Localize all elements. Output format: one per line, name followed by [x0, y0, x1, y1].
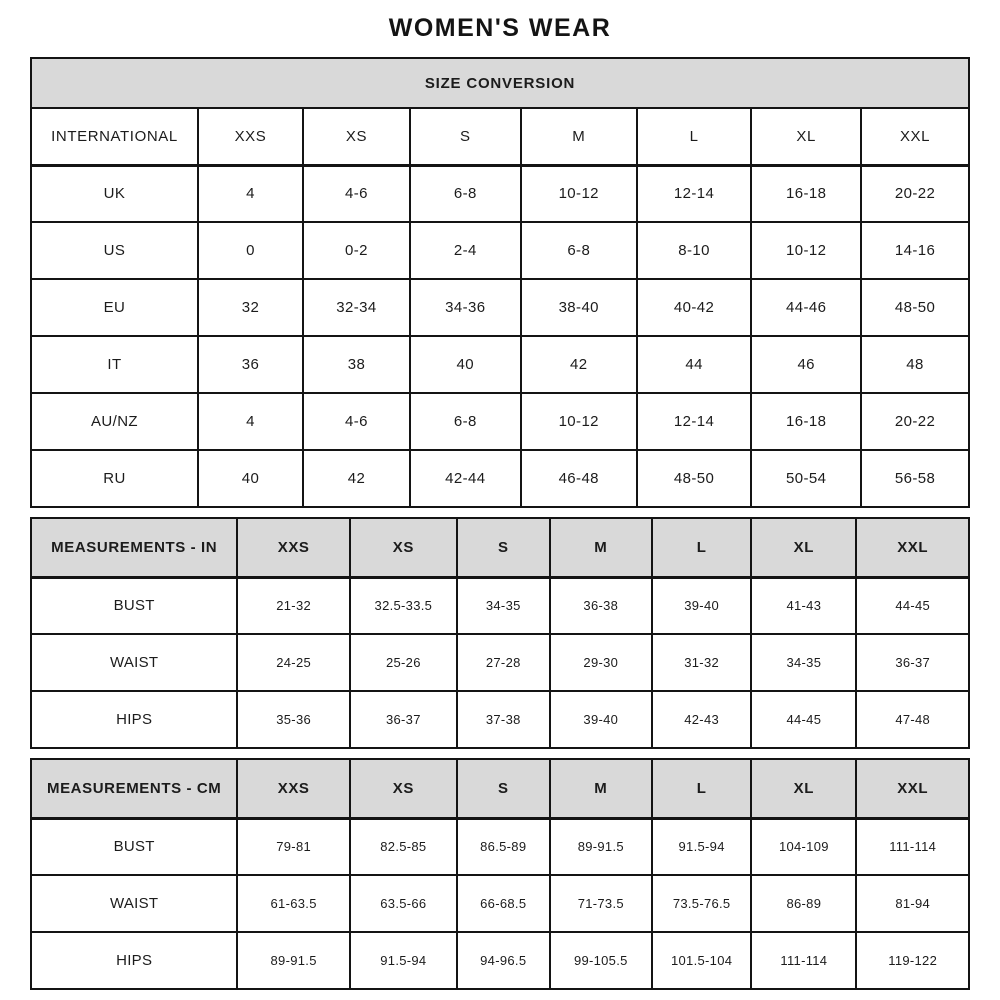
table-cell: 34-35: [751, 634, 856, 691]
table-cell: 89-91.5: [237, 932, 350, 989]
column-header-label: MEASUREMENTS - CM: [31, 759, 237, 818]
column-header-size: M: [550, 518, 652, 577]
table-cell: 34-36: [410, 279, 521, 336]
column-header-size: XS: [350, 518, 457, 577]
table-cell: 40-42: [637, 279, 751, 336]
table-cell: 81-94: [856, 875, 969, 932]
column-header-size: XXL: [861, 108, 969, 165]
measurements-in-column-header-row: [31, 518, 969, 577]
table-cell: 86.5-89: [457, 818, 550, 875]
table-cell: 79-81: [237, 818, 350, 875]
table-cell: 36-38: [550, 577, 652, 634]
table-cell: 44-45: [856, 577, 969, 634]
table-cell: 37-38: [457, 691, 550, 748]
column-header-size: XS: [303, 108, 410, 165]
measurements-in-row-bust: [31, 577, 969, 634]
table-cell: 42-43: [652, 691, 751, 748]
table-cell: 36-37: [856, 634, 969, 691]
table-cell: 21-32: [237, 577, 350, 634]
size-conversion-row-uk: [31, 165, 969, 222]
column-header-size: M: [550, 759, 652, 818]
table-cell: 42: [521, 336, 637, 393]
row-label: US: [31, 222, 198, 279]
table-cell: 63.5-66: [350, 875, 457, 932]
table-cell: 91.5-94: [652, 818, 751, 875]
measurements-cm-table: [30, 758, 970, 990]
table-cell: 31-32: [652, 634, 751, 691]
table-cell: 44-46: [751, 279, 861, 336]
table-cell: 39-40: [652, 577, 751, 634]
table-cell: 36-37: [350, 691, 457, 748]
row-label: WAIST: [31, 875, 237, 932]
column-header-size: XXS: [198, 108, 303, 165]
table-cell: 6-8: [410, 165, 521, 222]
column-header-size: L: [637, 108, 751, 165]
table-cell: 20-22: [861, 393, 969, 450]
table-cell: 46: [751, 336, 861, 393]
table-cell: 46-48: [521, 450, 637, 507]
table-cell: 44: [637, 336, 751, 393]
column-header-size: M: [521, 108, 637, 165]
table-cell: 32-34: [303, 279, 410, 336]
table-cell: 32: [198, 279, 303, 336]
column-header-size: XXS: [237, 518, 350, 577]
column-header-size: XXL: [856, 759, 969, 818]
table-cell: 101.5-104: [652, 932, 751, 989]
column-header-label: INTERNATIONAL: [31, 108, 198, 165]
table-cell: 6-8: [521, 222, 637, 279]
column-header-size: S: [410, 108, 521, 165]
table-cell: 14-16: [861, 222, 969, 279]
table-cell: 2-4: [410, 222, 521, 279]
measurements-in-row-waist: [31, 634, 969, 691]
table-title-row: [31, 58, 969, 108]
table-cell: 44-45: [751, 691, 856, 748]
size-conversion-row-us: [31, 222, 969, 279]
table-cell: 119-122: [856, 932, 969, 989]
table-cell: 48: [861, 336, 969, 393]
table-cell: 16-18: [751, 165, 861, 222]
row-label: RU: [31, 450, 198, 507]
size-conversion-table: [30, 57, 970, 508]
measurements-in-row-hips: [31, 691, 969, 748]
row-label: IT: [31, 336, 198, 393]
table-cell: 94-96.5: [457, 932, 550, 989]
table-cell: 10-12: [521, 165, 637, 222]
row-label: HIPS: [31, 932, 237, 989]
table-cell: 39-40: [550, 691, 652, 748]
table-cell: 16-18: [751, 393, 861, 450]
table-cell: 61-63.5: [237, 875, 350, 932]
table-cell: 12-14: [637, 165, 751, 222]
table-cell: 50-54: [751, 450, 861, 507]
column-header-size: L: [652, 759, 751, 818]
measurements-in-table: [30, 517, 970, 749]
table-cell: 71-73.5: [550, 875, 652, 932]
row-label: BUST: [31, 818, 237, 875]
table-cell: 89-91.5: [550, 818, 652, 875]
table-cell: 48-50: [861, 279, 969, 336]
table-cell: 27-28: [457, 634, 550, 691]
table-cell: 82.5-85: [350, 818, 457, 875]
table-cell: 111-114: [856, 818, 969, 875]
column-header-size: XL: [751, 518, 856, 577]
table-cell: 29-30: [550, 634, 652, 691]
table-cell: 35-36: [237, 691, 350, 748]
table-cell: 38-40: [521, 279, 637, 336]
table-cell: 0-2: [303, 222, 410, 279]
size-conversion-column-header-row: [31, 108, 969, 165]
table-cell: 4: [198, 165, 303, 222]
table-cell: 20-22: [861, 165, 969, 222]
table-cell: 41-43: [751, 577, 856, 634]
measurements-cm-column-header-row: [31, 759, 969, 818]
table-cell: 91.5-94: [350, 932, 457, 989]
table-cell: 36: [198, 336, 303, 393]
table-cell: 32.5-33.5: [350, 577, 457, 634]
table-cell: 10-12: [751, 222, 861, 279]
column-header-size: XXL: [856, 518, 969, 577]
size-conversion-title: SIZE CONVERSION: [31, 58, 969, 108]
column-header-size: XL: [751, 108, 861, 165]
column-header-size: S: [457, 759, 550, 818]
table-cell: 0: [198, 222, 303, 279]
column-header-label: MEASUREMENTS - IN: [31, 518, 237, 577]
table-cell: 38: [303, 336, 410, 393]
size-conversion-row-it: [31, 336, 969, 393]
table-cell: 104-109: [751, 818, 856, 875]
table-cell: 99-105.5: [550, 932, 652, 989]
table-cell: 12-14: [637, 393, 751, 450]
table-cell: 24-25: [237, 634, 350, 691]
table-cell: 40: [198, 450, 303, 507]
table-cell: 4: [198, 393, 303, 450]
table-cell: 34-35: [457, 577, 550, 634]
table-cell: 86-89: [751, 875, 856, 932]
table-cell: 40: [410, 336, 521, 393]
row-label: EU: [31, 279, 198, 336]
table-cell: 48-50: [637, 450, 751, 507]
table-cell: 25-26: [350, 634, 457, 691]
column-header-size: XL: [751, 759, 856, 818]
row-label: BUST: [31, 577, 237, 634]
table-cell: 42-44: [410, 450, 521, 507]
size-conversion-row-ru: [31, 450, 969, 507]
table-cell: 42: [303, 450, 410, 507]
table-cell: 8-10: [637, 222, 751, 279]
page-title: WOMEN'S WEAR: [388, 14, 612, 42]
table-cell: 4-6: [303, 393, 410, 450]
column-header-size: S: [457, 518, 550, 577]
row-label: UK: [31, 165, 198, 222]
row-label: HIPS: [31, 691, 237, 748]
size-conversion-row-eu: [31, 279, 969, 336]
table-cell: 10-12: [521, 393, 637, 450]
table-cell: 111-114: [751, 932, 856, 989]
measurements-cm-row-hips: [31, 932, 969, 989]
size-conversion-row-au-nz: [31, 393, 969, 450]
measurements-cm-row-bust: [31, 818, 969, 875]
table-cell: 47-48: [856, 691, 969, 748]
measurements-cm-row-waist: [31, 875, 969, 932]
column-header-size: XXS: [237, 759, 350, 818]
table-cell: 66-68.5: [457, 875, 550, 932]
column-header-size: XS: [350, 759, 457, 818]
column-header-size: L: [652, 518, 751, 577]
table-cell: 73.5-76.5: [652, 875, 751, 932]
table-cell: 6-8: [410, 393, 521, 450]
row-label: AU/NZ: [31, 393, 198, 450]
table-cell: 4-6: [303, 165, 410, 222]
table-cell: 56-58: [861, 450, 969, 507]
row-label: WAIST: [31, 634, 237, 691]
